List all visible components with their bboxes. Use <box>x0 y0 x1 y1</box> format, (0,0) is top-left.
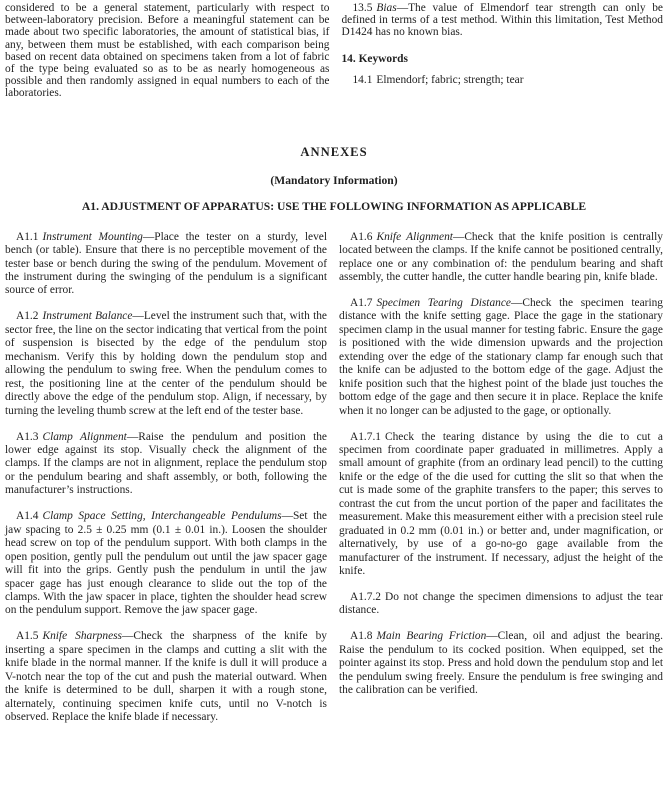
annex-right-column <box>339 231 663 725</box>
section-number: A1.7.1 <box>350 430 382 443</box>
annex-section-a1-7-2 <box>339 591 663 618</box>
section-number: A1.8 <box>350 630 373 643</box>
section-text: —Raise the pendulum and position the lower edge against its stop. Visually check the alignment of the clamps. If the clamps are not in alignment, replace the pendulum stop or the pendulum bearing and shaft assembly, or both, following the manufacturer’s instructions. <box>5 430 327 497</box>
section-title: Instrument Balance <box>42 310 133 323</box>
section-title: Instrument Mounting <box>42 230 143 243</box>
keywords-item-text: Elmendorf; fabric; strength; tear <box>376 73 524 86</box>
annex-body <box>5 231 663 725</box>
section-text: —Place the tester on a sturdy, level bench (or table). Ensure that there is no perceptible movement of the tester base or bench during the swing of the pendulum. Movement of the instrument during the swinging of the pendulum is a significant source of error. <box>5 230 327 297</box>
top-section <box>5 2 663 100</box>
section-number: A1.7 <box>350 296 373 309</box>
section-title: Knife Sharpness <box>42 630 122 643</box>
section-title: Clamp Alignment <box>42 430 127 443</box>
annex-header <box>5 145 663 213</box>
section-title: Specimen Tearing Distance <box>376 296 511 309</box>
section-number: A1.5 <box>16 630 39 643</box>
annexes-title: ANNEXES <box>300 144 368 159</box>
section-text: —Check that the knife position is centrally located between the clamps. If the knife cannot be positioned centrally, replace one or any combination of: the pendulum bearing and shaft assembly, the cutter handle, the cutter handle bearing pin, knife blade. <box>339 230 663 283</box>
continuation-paragraph: considered to be a general statement, particularly with respect to between-laboratory precision. Before a meaningful statement can be made about two specific laboratories, the amount of statistical bias, if any, between them must be established, with each comparison being based on recent data obtained on specimens taken from a lot of fabric of the type being evaluated so as to be as nearly homogeneous as possible and then randomly assigned in equal numbers to each of the laboratories. <box>5 2 330 100</box>
annex-section-a1-2 <box>5 310 327 418</box>
section-text: —Clean, oil and adjust the bearing. Raise the pendulum to its cocked position. When equipped, set the pointer against its stop. Press and hold down the pendulum stop and let the pendulum swing freely. Ensure the pendulum is free swinging and the calibration can be verified. <box>339 630 663 697</box>
section-13-5-bias <box>341 2 663 39</box>
annex-section-a1-7 <box>339 297 663 418</box>
annex-section-a1-7-1 <box>339 431 663 579</box>
section-text: —Set the jaw spacing to 2.5 ± 0.25 mm (0.1 ± 0.01 in.). Loosen the shoulder head screw on top of the pendulum support. With both clamps in the open position, gently pull the pendulum out until the jaw spacer gage will fit into the grips. Gently push the pendulum in until the jaw spacer gage has just enough clearance to slide out the top of the clamps. With the jaw spacer in place, tighten the shoulder head screw on the pendulum support. Remove the jaw spacer gage. <box>5 510 327 617</box>
section-title: Bias <box>376 2 397 14</box>
section-title: Knife Alignment <box>376 230 453 243</box>
annex-a1-heading: A1. ADJUSTMENT OF APPARATUS: USE THE FOLLOWING INFORMATION AS APPLICABLE <box>81 199 587 213</box>
section-text: —Level the instrument such that, with the sector free, the line on the sector indicating that vertical from the point of suspension is bisected by the edge of the pendulum stop mechanism. Verify this by holding down the pendulum stop and allowing the pendulum to swing free. When the pendulum comes to rest, the positioning line at the center of the pendulum should be directly above the edge of the pendulum stop. Align, if necessary, by turning the leveling thumb screw at the left end of the tester base. <box>5 310 327 417</box>
keywords-item-number: 14.1 <box>352 73 373 86</box>
section-title: Clamp Space Setting, Interchangeable Pendulums <box>42 510 282 523</box>
annex-section-a1-3 <box>5 431 327 498</box>
section-number: A1.1 <box>16 230 39 243</box>
annexes-subtitle: (Mandatory Information) <box>270 173 398 187</box>
section-number: A1.7.2 <box>350 591 382 603</box>
annex-section-a1-4 <box>5 510 327 618</box>
annex-section-a1-5 <box>5 630 327 724</box>
section-title: Main Bearing Friction <box>376 630 487 643</box>
annex-section-a1-1 <box>5 231 327 298</box>
section-text: —Check the specimen tearing distance with the knife setting gage. Place the gage in the stationary specimen clamp in the usual manner for testing fabric. Ensure the gage is positioned with the wide dimension upwards and the projection extending over the edge of the stationary clamp far enough such that the knife can be adjusted to the bottom edge of the gage. Adjust the knife position such that the highest point of the blade just touches the bottom edge of the gage and then secure it in place. Replace the knife when it no longer can be adjusted to the gage, or optionally. <box>339 296 664 417</box>
annex-section-a1-8 <box>339 630 663 697</box>
annex-left-column <box>5 231 327 725</box>
section-number: A1.4 <box>16 510 39 523</box>
section-number: A1.3 <box>16 430 39 443</box>
keywords-heading: 14. Keywords <box>341 52 408 65</box>
section-number: 13.5 <box>352 2 373 14</box>
annex-section-a1-6 <box>339 231 663 285</box>
section-text: —Check the sharpness of the knife by inserting a spare specimen in the clamps and cutting a slit with the knife blade in the normal manner. If the knife is dull it will produce a V-notch near the top of the cut and push the material outward. When the knife is determined to be dull, sharpen it with a rough stone, alternately, continuing specimen knife cuts, until no V-notch is observed. Replace the knife blade if necessary. <box>5 630 327 724</box>
top-left-column <box>5 2 329 100</box>
keywords-item <box>341 74 663 86</box>
section-number: A1.2 <box>16 310 39 323</box>
top-right-column <box>341 2 663 100</box>
section-text: Do not change the specimen dimensions to adjust the tear distance. <box>339 591 663 617</box>
section-text: Check the tearing distance by using the die to cut a specimen from coordinate paper graduated in millimetres. Apply a small amount of graphite (from an ordinary lead pencil) to the cutting knife or the edge of the die used for cutting the slit so that when the cut is made some of the graphite transfers to the paper; this serves to contrast the cut from the uncut portion of the paper and facilitates the measurement. Make this measurement either with a precision steel rule graduated in 0.2 mm (0.01 in.) or better and, under magnification, or alternatively, by use of a go-no-go gage available from the manufacturer of the instrument. If necessary, adjust the height of the knife. <box>339 430 663 578</box>
section-number: A1.6 <box>350 230 373 243</box>
section-text: —The value of Elmendorf tear strength can only be defined in terms of a test method. Within this limitation, Test Method D1424 has no known bias. <box>341 2 663 39</box>
